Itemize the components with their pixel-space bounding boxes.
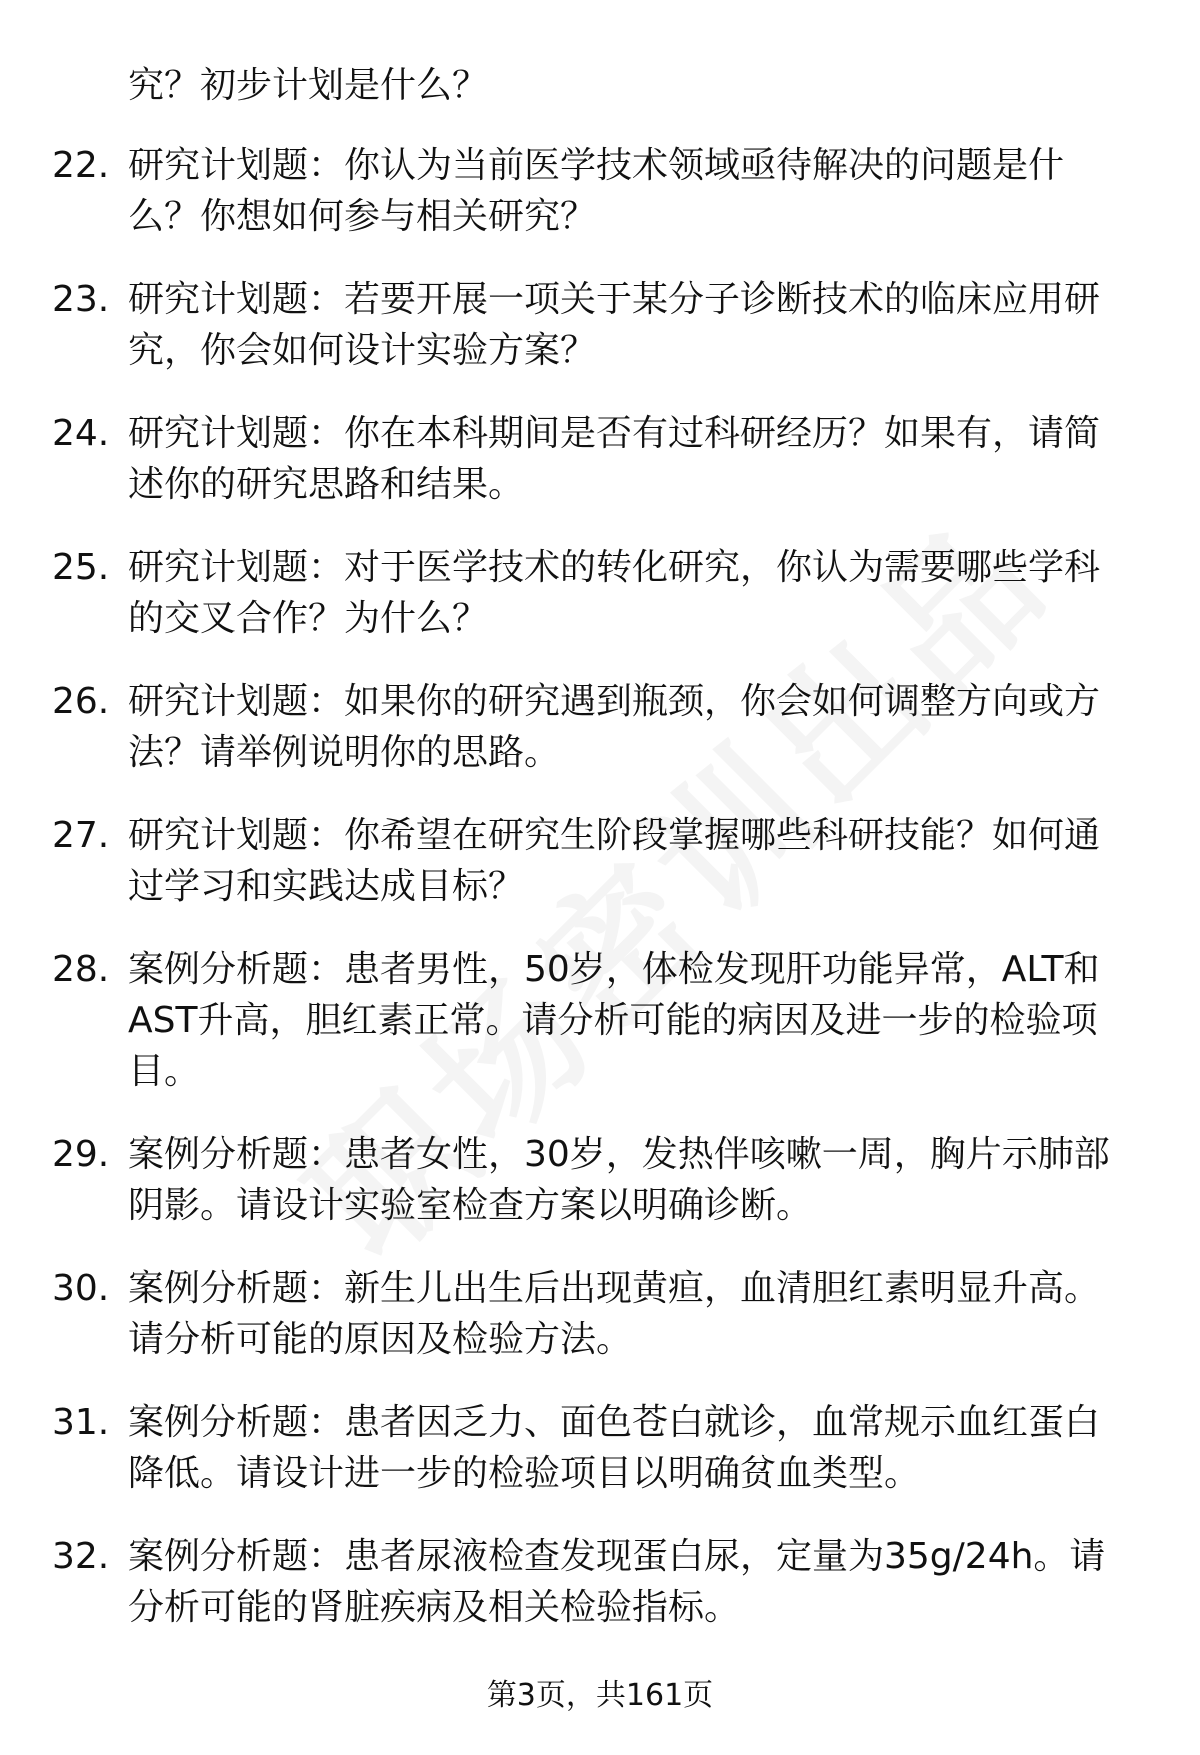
- question-text: 研究计划题：你在本科期间是否有过科研经历？如果有，请简述你的研究思路和结果。: [128, 413, 1101, 505]
- question-number: 26.: [52, 681, 110, 722]
- question-number: 25.: [52, 547, 110, 588]
- question-number: 23.: [52, 279, 110, 320]
- question-item: [52, 1531, 1162, 1633]
- question-number: 27.: [52, 815, 110, 856]
- question-number: 28.: [52, 949, 110, 990]
- question-number: 30.: [52, 1268, 110, 1309]
- question-text: 案例分析题：患者因乏力、面色苍白就诊，血常规示血红蛋白降低。请设计进一步的检验项目以明确贫血类型。: [128, 1402, 1101, 1494]
- question-item: [52, 1129, 1162, 1231]
- question-item: [52, 810, 1162, 912]
- question-item: [52, 140, 1162, 242]
- question-item: [52, 1263, 1162, 1365]
- question-number: 24.: [52, 413, 110, 454]
- question-text: 研究计划题：如果你的研究遇到瓶颈，你会如何调整方向或方法？请举例说明你的思路。: [128, 681, 1101, 773]
- question-text: 案例分析题：患者女性，30岁，发热伴咳嗽一周，胸片示肺部阴影。请设计实验室检查方案以明确诊断。: [128, 1134, 1110, 1226]
- question-item: [52, 1397, 1162, 1499]
- question-text: 研究计划题：你希望在研究生阶段掌握哪些科研技能？如何通过学习和实践达成目标？: [128, 815, 1101, 907]
- question-number: 22.: [52, 145, 110, 186]
- question-text: 案例分析题：新生儿出生后出现黄疸，血清胆红素明显升高。请分析可能的原因及检验方法。: [128, 1268, 1101, 1360]
- question-text: 研究计划题：若要开展一项关于某分子诊断技术的临床应用研究，你会如何设计实验方案？: [128, 279, 1101, 371]
- question-item: [52, 542, 1162, 644]
- continued-question-text: 究？初步计划是什么？: [128, 65, 489, 106]
- question-number: 31.: [52, 1402, 110, 1443]
- question-text: 研究计划题：你认为当前医学技术领域亟待解决的问题是什么？你想如何参与相关研究？: [128, 145, 1065, 237]
- question-item: [52, 408, 1162, 510]
- question-number: 29.: [52, 1134, 110, 1175]
- question-number: 32.: [52, 1536, 110, 1577]
- question-item: [52, 676, 1162, 778]
- question-text: 研究计划题：对于医学技术的转化研究，你认为需要哪些学科的交叉合作？为什么？: [128, 547, 1101, 639]
- question-item: [52, 944, 1162, 1097]
- question-text: 案例分析题：患者男性，50岁，体检发现肝功能异常，ALT和AST升高，胆红素正常。请分析可能的病因及进一步的检验项目。: [128, 949, 1100, 1092]
- question-text: 案例分析题：患者尿液检查发现蛋白尿，定量为35g/24h。请分析可能的肾脏疾病及相关检验指标。: [128, 1536, 1106, 1628]
- question-list: [52, 140, 1162, 1665]
- question-item: [52, 274, 1162, 376]
- page-footer: 第3页，共161页: [486, 1678, 714, 1713]
